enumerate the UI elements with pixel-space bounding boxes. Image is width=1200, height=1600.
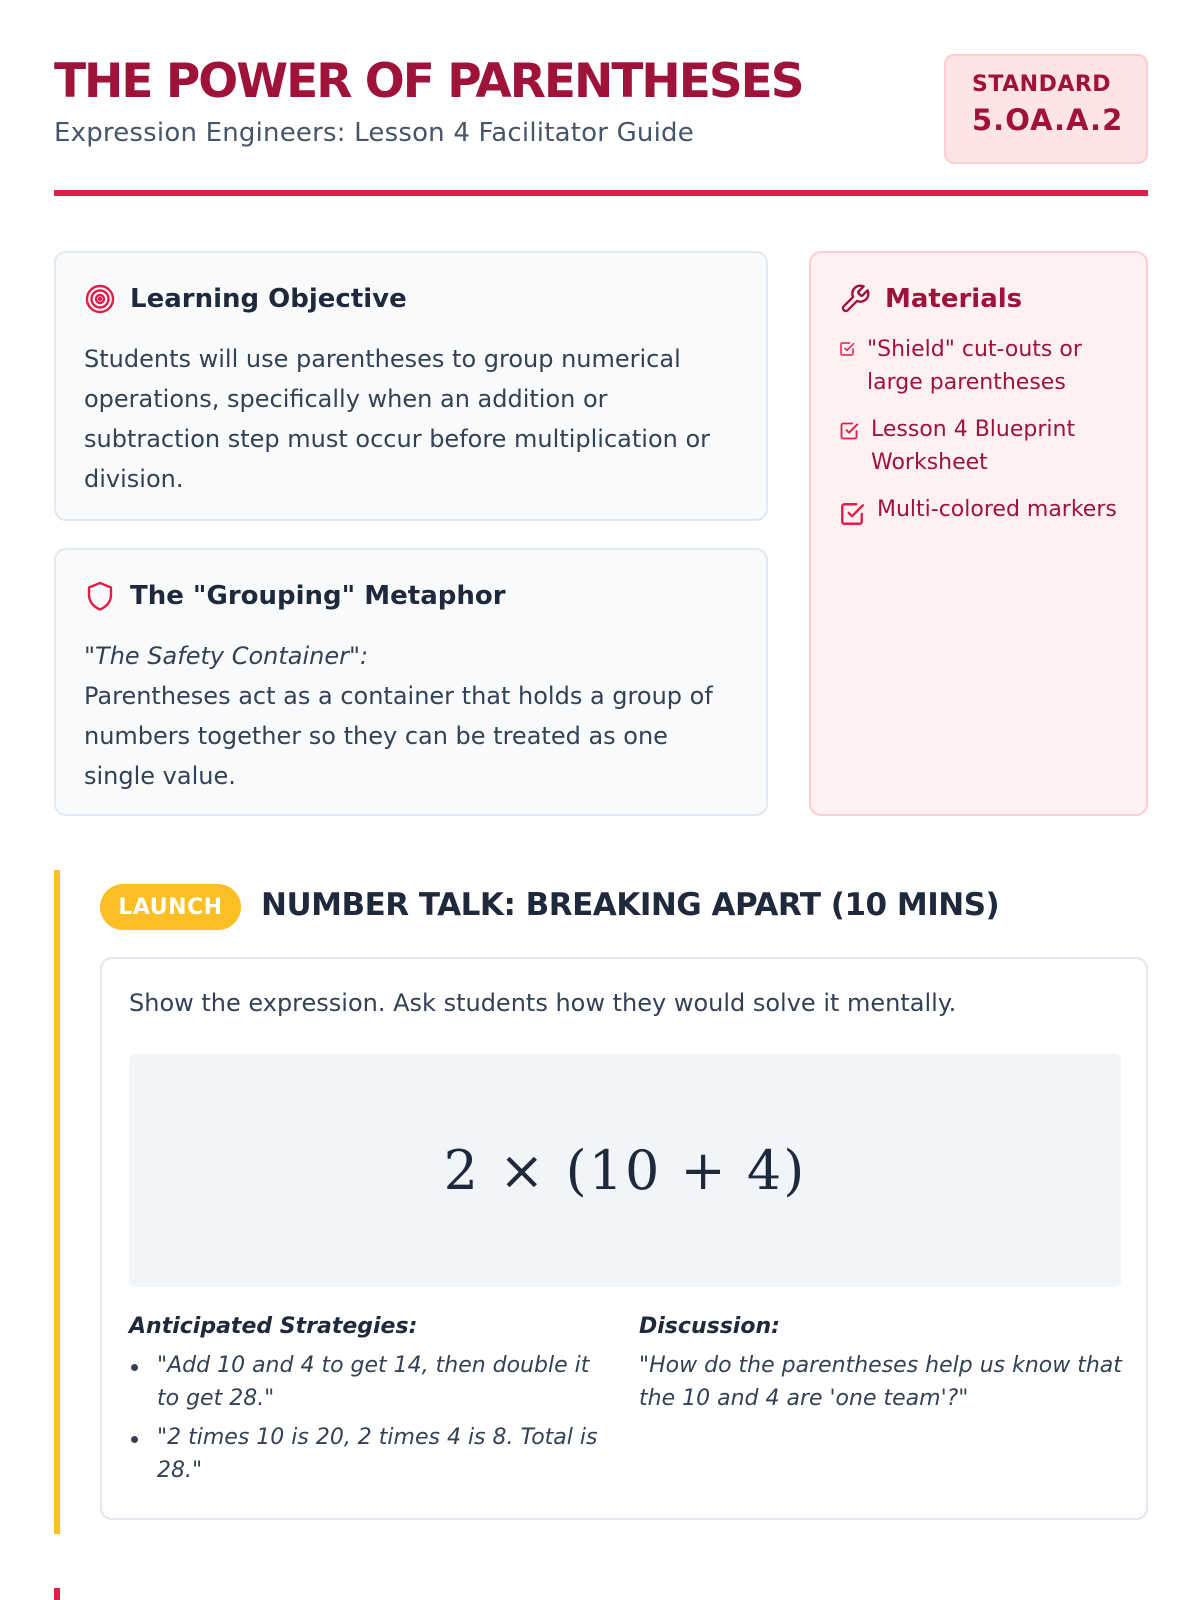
page-title: THE POWER OF PARENTHESES [54,54,803,109]
standard-label: STANDARD [972,72,1112,97]
strategies-heading: Anticipated Strategies: [129,1314,418,1339]
metaphor-quote: "The Safety Container": [84,642,369,670]
header-divider [54,190,1148,196]
checkbox-icon [839,341,855,357]
materials-title: Materials [885,284,1023,314]
next-section-accent-bar [54,1588,60,1600]
material-item-label: Lesson 4 Blueprint Worksheet [871,417,1076,475]
discussion [639,1314,1129,1415]
launch-badge: LAUNCH [100,884,241,930]
material-item-label: "Shield" cut-outs or large parentheses [867,337,1082,395]
page-header [54,52,1148,197]
launch-title: NUMBER TALK: BREAKING APART (10 MINS) [261,887,1000,923]
number-talk-card [100,957,1148,1520]
launch-accent-bar [54,870,60,1534]
discussion-heading: Discussion: [639,1314,780,1339]
standard-badge [944,54,1148,164]
list-item [839,333,1129,399]
list-item [129,1421,599,1487]
list-item [839,493,1129,527]
checkbox-icon [839,501,865,527]
shield-icon [84,580,116,612]
list-item [839,413,1129,479]
page-subtitle: Expression Engineers: Lesson 4 Facilitator Guide [54,118,694,148]
standard-code: 5.OA.A.2 [972,103,1124,137]
strategies-list [129,1349,599,1487]
grouping-metaphor-card [54,548,768,816]
list-item [129,1349,599,1415]
target-icon [84,283,116,315]
strategy-text: "2 times 10 is 20, 2 times 4 is 8. Total is 28." [157,1425,598,1483]
checkbox-icon [839,421,859,441]
expression-display [129,1054,1121,1287]
strategy-text: "Add 10 and 4 to get 14, then double it to get 28." [157,1353,590,1411]
learning-objective-card [54,251,768,521]
materials-card [809,251,1148,816]
grouping-metaphor-title: The "Grouping" Metaphor [130,581,506,611]
metaphor-text: Parentheses act as a container that holds a group of numbers together so they can be treated as one single value. [84,682,713,790]
learning-objective-title: Learning Objective [130,284,407,314]
wrench-icon [839,283,871,315]
grouping-metaphor-body [84,636,744,796]
discussion-question: "How do the parentheses help us know that the 10 and 4 are 'one team'?" [639,1353,1122,1411]
launch-instructions: Show the expression. Ask students how they would solve it mentally. [129,989,957,1017]
material-item-label: Multi-colored markers [877,497,1117,522]
learning-objective-text: Students will use parentheses to group numerical operations, specifically when an addition or subtraction step must occur before multiplication or division. [84,345,711,493]
math-expression: 2 × (10 + 4) [443,1139,807,1202]
materials-list [839,333,1129,541]
anticipated-strategies [129,1314,599,1493]
